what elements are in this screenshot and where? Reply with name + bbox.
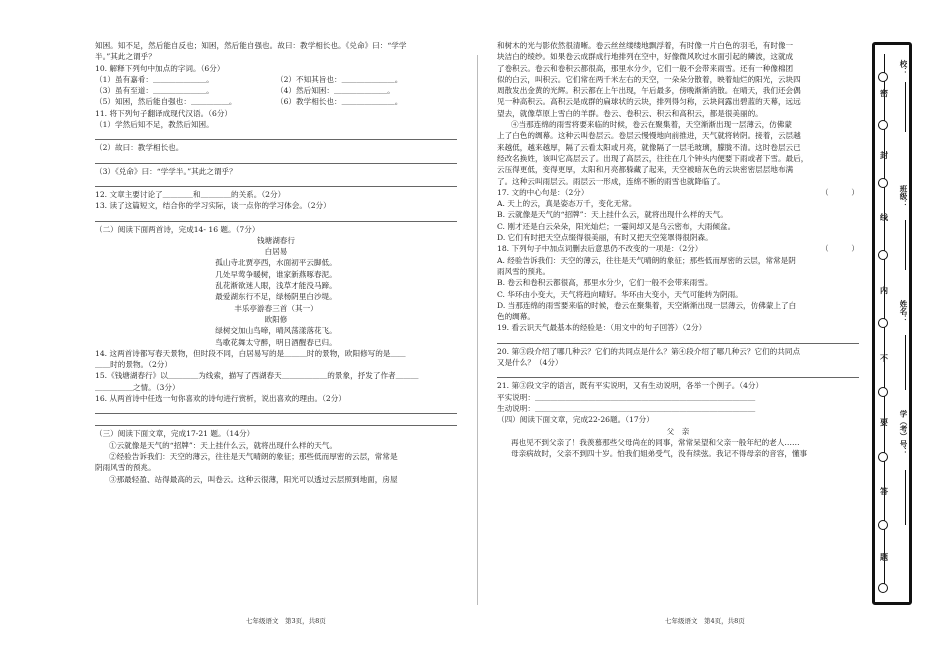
student-id-field[interactable] <box>905 470 906 525</box>
class-label: 班级： <box>899 185 908 208</box>
text-line: 半。”其此之谓乎？ <box>95 52 156 62</box>
text-line: A. 经验告诉我们：天空的薄云，往往是天气晴朗的象征；那些低而厚密的云层，常常是阴 <box>497 255 796 265</box>
text-line: （二）阅读下面两首诗，完成14- 16 题。（7分） <box>95 224 260 234</box>
answer-line[interactable] <box>95 404 457 414</box>
text-line: 知困。知不足，然后能自反也；知困，然后能自强也。故曰：教学相长也。《兑命》曰：“学学 <box>95 41 407 50</box>
text-line: D. 它们有时把天空点缀得很美丽，有时又把天空笼罩得很阴森。 <box>497 233 713 243</box>
text-line: 14. 这两首诗都写春天景物，但时段不同，白居易写的是＿＿＿时的景物，欧阳修写的是＿＿ <box>95 348 406 358</box>
answer-parenthesis[interactable]: （ ） <box>821 187 859 197</box>
text-line: B. 云就像是天气的“招牌”：天上挂什么云，就将出现什么样的天气。 <box>497 210 728 220</box>
question-item: （4）然后知困：＿＿＿＿＿＿＿。 <box>276 86 395 96</box>
question-item: （3）虽有至道：＿＿＿＿＿＿＿。 <box>95 86 214 96</box>
text-line: 似的白云，叫积云。它们常在两千米左右的天空，一朵朵分散着，映着灿烂的阳光，云块四 <box>497 74 801 84</box>
text-line: 周散发出金黄的光辉。积云都在上午出现，午后最多，傍晚渐渐消散。在晴天，我们还会偶 <box>497 86 801 96</box>
school-field[interactable] <box>905 82 906 132</box>
school-label: 校： <box>899 60 908 75</box>
binding-hole <box>878 452 888 462</box>
question-item: （5）知困，然后能自强也：＿＿＿＿＿。 <box>95 97 237 107</box>
text-line: 12. 文章主要讨论了＿＿＿＿和＿＿＿＿的关系。（2分） <box>95 189 286 199</box>
text-line: 20. 第③段介绍了哪几种云？它们的共同点是什么？第④段介绍了哪几种云？它们的共同点 <box>497 346 801 356</box>
text-line: 了卷积云。卷云和卷积云都很高，那里水分少，它们一般不会带来雨雪。还有一种像棉团 <box>497 63 794 73</box>
name-label: 姓名： <box>899 300 908 323</box>
paragraph-line: ①云就像是天气的“招牌”：天上挂什么云，就将出现什么样的天气。 <box>109 440 337 450</box>
seal-glyph: 题 <box>880 552 888 562</box>
text-line: 16. 从两首诗中任选一句你喜欢的诗句进行赏析，说出喜欢的理由。（2分） <box>95 394 346 404</box>
centered-line: 几处早莺争暖树，谁家新燕啄春泥。 <box>215 269 337 279</box>
seal-glyph: 内 <box>880 285 888 295</box>
name-field[interactable] <box>905 335 906 390</box>
binding-hole <box>878 250 888 260</box>
question-item: （2）不知其旨也：＿＿＿＿＿＿＿。 <box>276 74 403 84</box>
page-3-column <box>95 40 457 485</box>
text-line: C. 刚才还是白云朵朵，阳光灿烂；一霎间却又是乌云密布，大雨倾盆。 <box>497 221 736 231</box>
footer-page-4: 七年级语文 第4页，共8页 <box>665 617 745 625</box>
paragraph-line: ④当那连绵的雨雪将要来临的时候，卷云在聚集着，天空渐渐出现一层薄云，仿佛蒙 <box>511 120 792 130</box>
binding-hole <box>878 520 888 530</box>
seal-glyph: 封 <box>880 150 888 160</box>
text-line: 又是什么？（4分） <box>497 358 563 368</box>
centered-line: 欧阳修 <box>264 314 288 324</box>
text-line: ＿＿时的景物。（2分） <box>95 360 172 370</box>
binding-hole <box>878 178 888 188</box>
footer-page-3: 七年级语文 第3页，共8页 <box>246 617 326 625</box>
page-4-column <box>497 40 859 459</box>
answer-line[interactable] <box>95 177 457 187</box>
answer-parenthesis[interactable]: （ ） <box>821 244 859 254</box>
centered-line: 最爱湖东行不足，绿杨阴里白沙堤。 <box>215 292 337 302</box>
answer-line[interactable] <box>95 130 457 140</box>
text-line: B. 卷云和卷积云都很高，那里水分少，它们一般不会带来雨雪。 <box>497 278 713 288</box>
answer-line[interactable] <box>95 212 457 222</box>
text-line: 15.《钱塘湖春行》以＿＿＿＿为线索，描写了西湖春天＿＿＿＿＿＿的景象，抒发了作者＿＿＿ <box>95 371 419 381</box>
question-item: （1）虽有嘉肴：＿＿＿＿＿＿＿。 <box>95 74 214 84</box>
text-line: D. 当那连绵的雨雪要来临的时候，卷云在聚集着，天空渐渐出现一层薄云，仿佛蒙上了白 <box>497 300 797 310</box>
centered-line: 绿树交加山鸟啼，晴风荡漾落花飞。 <box>215 326 337 336</box>
student-id-label: 学（考）号： <box>899 410 908 455</box>
seal-glyph: 答 <box>880 486 888 496</box>
paragraph-line: 母亲病故时，父亲不到四十岁。怕我们姐弟受气，没有续弦。我记不得母亲的音容，懂事 <box>511 449 808 459</box>
text-line: （2）故曰：教学相长也。 <box>95 143 184 153</box>
question-item: （6）教学相长也：＿＿＿＿＿＿＿。 <box>276 97 403 107</box>
answer-line[interactable] <box>95 154 457 164</box>
text-line: 经改名换姓，该叫它高层云了。出现了高层云，往往在几个钟头内便要下雨或者下雪。最后， <box>497 153 809 163</box>
centered-line: 父 亲 <box>666 426 690 436</box>
centered-line: 钱塘湖春行 <box>257 235 295 245</box>
seal-glyph: 不 <box>880 353 888 363</box>
centered-line: 孤山寺北贾亭西，水面初平云脚低。 <box>215 258 337 268</box>
choice-question <box>497 187 859 198</box>
text-line: 来越低，越来越厚，隔了云看太阳或月亮，就像隔了一层毛玻璃，朦胧不清。这时卷层云已 <box>497 142 801 152</box>
text-line: 望去，就像草原上雪白的羊群。卷云、卷积云、积云和高积云，都是很美丽的。 <box>497 108 763 118</box>
text-line: 21. 第③段文字的语言，既有平实说明，又有生动说明，各举一个例子。（4分） <box>497 381 764 391</box>
answer-line[interactable] <box>95 416 457 426</box>
question-row <box>95 96 457 107</box>
text-line: 见一种高积云。高积云是成群的扁球状的云块，排列得匀称，云块间露出碧蓝的天幕，远远 <box>497 97 801 107</box>
text-line: 阴雨风雪的预兆。 <box>95 463 156 473</box>
column-divider <box>477 55 478 605</box>
text-line: （1）学然后知不足，教然后知困。 <box>95 120 214 130</box>
text-line: 19. 看云识天气最基本的经验是：（用文中的句子回答）（2分） <box>497 323 707 333</box>
text-line: 10. 解释下列句中加点的字词。（6分） <box>95 63 225 73</box>
binding-hole <box>878 318 888 328</box>
text-line: 和树木的光与影依然很清晰。卷云丝丝缕缕地飘浮着，有时像一片白色的羽毛，有时像一 <box>497 41 794 50</box>
binding-hole <box>878 72 888 82</box>
answer-line[interactable] <box>497 368 859 378</box>
paragraph-line: ③那最轻盈、站得最高的云，叫卷云。这种云很薄，阳光可以透过云层照到地面，房屋 <box>109 474 398 484</box>
text-line: 平实说明：＿＿＿＿＿＿＿＿＿＿＿＿＿＿＿＿＿＿＿＿＿＿＿＿＿＿＿＿＿ <box>497 392 756 402</box>
seal-glyph: 密 <box>880 88 888 98</box>
class-field[interactable] <box>905 220 906 270</box>
text-line: 13. 读了这篇短文，结合你的学习实际，谈一点你的学习体会。（2分） <box>95 201 331 211</box>
binding-hole <box>878 120 888 130</box>
text-line: C. 华环由小变大，天气将趋向晴好。华环由大变小，天气可能转为阴雨。 <box>497 289 743 299</box>
text-line: 11. 将下列句子翻译成现代汉语。（6分） <box>95 108 233 118</box>
seal-glyph: 要 <box>880 417 888 427</box>
text-line: 了。这种云叫雨层云。雨层云一形成，连绵不断的雨雪也就降临了。 <box>497 176 725 186</box>
centered-line: 鸟歌花舞太守醉，明日酒醒春已归。 <box>215 337 337 347</box>
text-line: 云压得更低，变得更厚，太阳和月亮都躲藏了起来，天空被暗灰色的云块密密层层地布满 <box>497 165 794 175</box>
text-line: 雨风雪的预兆。 <box>497 266 551 276</box>
text-line: （四）阅读下面文章，完成22-26题。（17分） <box>497 415 654 425</box>
seal-glyph: 线 <box>880 212 888 222</box>
text-line: A. 天上的云，真是姿态万千，变化无常。 <box>497 199 637 209</box>
binding-hole <box>878 583 888 593</box>
choice-question <box>497 243 859 254</box>
question-row <box>95 74 457 85</box>
question-row <box>95 85 457 96</box>
text-line: （三）阅读下面文章，完成17-21 题。（14分） <box>95 429 255 439</box>
text-line: 生动说明：＿＿＿＿＿＿＿＿＿＿＿＿＿＿＿＿＿＿＿＿＿＿＿＿＿＿＿＿＿ <box>497 403 756 413</box>
paragraph-line: ②经验告诉我们：天空的薄云，往往是天气晴朗的象征；那些低而厚密的云层，常常是 <box>109 451 398 461</box>
answer-line[interactable] <box>497 334 859 344</box>
question-text: 18. 下列句子中加点词删去后意思仍不改变的一项是：（2分） <box>497 244 703 254</box>
paragraph-line: 再也见不到父亲了！我羡慕那些父母尚在的同事，常常呆望和父亲一般年纪的老人…… <box>511 437 800 447</box>
text-line: 色的绸幕。 <box>497 312 535 322</box>
centered-line: 白居易 <box>264 247 288 257</box>
centered-line: 乱花渐欲迷人眼，浅草才能没马蹄。 <box>215 281 337 291</box>
centered-line: 丰乐亭游春三首（其一） <box>234 303 318 313</box>
text-line: 上了白色的绸幕。这种云叫卷层云。卷层云慢慢地向前推进，天气就将转阴。接着，云层越 <box>497 131 801 141</box>
question-text: 17. 文的中心句是：（2分） <box>497 187 589 197</box>
binding-hole <box>878 387 888 397</box>
text-line: 块洁白的绫纱。如果卷云成群成行地排列在空中，好像微风吹过水面引起的鳞波，这就成 <box>497 52 794 62</box>
text-line: ＿＿＿＿＿之情。（3分） <box>95 382 180 392</box>
text-line: （3）《兑命》曰：“学学半。”其此之谓乎？ <box>95 166 237 176</box>
